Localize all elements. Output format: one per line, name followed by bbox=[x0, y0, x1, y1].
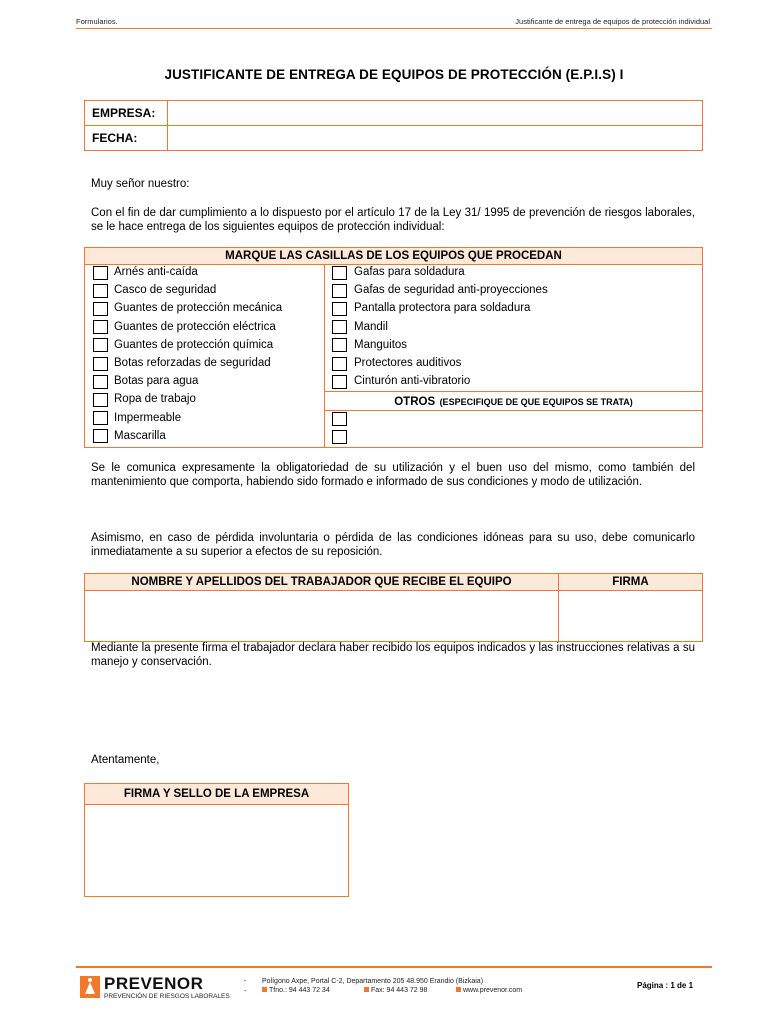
footer-fax-text: Fax: 94 443 72 98 bbox=[371, 987, 428, 994]
equipment-left-item-checkbox[interactable] bbox=[93, 266, 108, 280]
empresa-label: EMPRESA: bbox=[92, 106, 156, 120]
header-left: Formularios. bbox=[76, 17, 118, 26]
company-signature-field[interactable] bbox=[87, 807, 346, 894]
otros-checkbox-2[interactable] bbox=[332, 430, 347, 444]
footer-fax bbox=[364, 987, 427, 994]
worker-name-field[interactable] bbox=[87, 593, 555, 639]
equipment-left-item-checkbox[interactable] bbox=[93, 393, 108, 407]
equipment-left-item-label: Arnés anti-caída bbox=[114, 266, 198, 278]
prevenor-logo-name: PREVENOR bbox=[104, 974, 204, 993]
equipment-right-item-label: Gafas para soldadura bbox=[354, 266, 465, 278]
equipment-header: MARQUE LAS CASILLAS DE LOS EQUIPOS QUE PROCEDAN bbox=[85, 248, 702, 265]
equipment-right-item-checkbox[interactable] bbox=[332, 284, 347, 298]
otros-checkbox-1[interactable] bbox=[332, 412, 347, 426]
equipment-left-item-label: Ropa de trabajo bbox=[114, 393, 196, 406]
worker-name-header: NOMBRE Y APELLIDOS DEL TRABAJADOR QUE RECIBE EL EQUIPO bbox=[131, 576, 512, 588]
page-number: Página : 1 de 1 bbox=[637, 981, 694, 990]
equipment-right-item-label: Manguitos bbox=[354, 338, 408, 351]
prevenor-logo-sub: PREVENCIÓN DE RIESGOS LABORALES bbox=[104, 993, 230, 1000]
equipment-left-item-checkbox[interactable] bbox=[93, 284, 108, 298]
company-table bbox=[84, 100, 703, 151]
footer-web[interactable] bbox=[456, 987, 522, 994]
equipment-left-item-checkbox[interactable] bbox=[93, 320, 108, 334]
footer-web-text[interactable]: www.prevenor.com bbox=[463, 987, 523, 994]
equipment-right-item-label: Pantalla protectora para soldadura bbox=[354, 302, 531, 315]
equipment-right-item-checkbox[interactable] bbox=[332, 266, 347, 280]
otros-note: (ESPECIFIQUE DE QUE EQUIPOS SE TRATA) bbox=[439, 397, 633, 407]
header-right: Justificante de entrega de equipos de protección individual bbox=[515, 17, 710, 26]
otros-label: OTROS bbox=[394, 396, 436, 408]
equipment-right-item-checkbox[interactable] bbox=[332, 302, 347, 316]
equipment-left-item-label: Mascarilla bbox=[114, 429, 166, 442]
header-rule bbox=[76, 28, 712, 29]
equipment-left-item-label: Impermeable bbox=[114, 411, 182, 424]
loss-paragraph: Asimismo, en caso de pérdida involuntaria o pérdida de las condiciones idóneas para su uso, debe comunicarlo inmediatamente a su superior a efectos de su reposición. bbox=[91, 532, 695, 558]
equipment-left-item-label: Guantes de protección eléctrica bbox=[114, 320, 276, 333]
equipment-left-item-checkbox[interactable] bbox=[93, 357, 108, 371]
equipment-right-item-label: Cinturón anti-vibratorio bbox=[354, 375, 471, 388]
equipment-left-item-checkbox[interactable] bbox=[93, 338, 108, 352]
equipment-left-item-checkbox[interactable] bbox=[93, 375, 108, 389]
equipment-table bbox=[84, 247, 703, 448]
equipment-left-item-checkbox[interactable] bbox=[93, 302, 108, 316]
equipment-divider bbox=[324, 265, 325, 447]
worker-table bbox=[84, 573, 703, 642]
company-table-rowline bbox=[85, 125, 702, 126]
worker-table-divider bbox=[558, 574, 559, 641]
equipment-left-item-label: Guantes de protección mecánica bbox=[114, 302, 283, 315]
equipment-right-item-checkbox[interactable] bbox=[332, 375, 347, 389]
greeting: Muy señor nuestro: bbox=[91, 178, 190, 190]
worker-signature-field[interactable] bbox=[561, 593, 700, 639]
equipment-left-item-label: Casco de seguridad bbox=[114, 284, 217, 297]
equipment-right-item-label: Mandil bbox=[354, 320, 388, 333]
equipment-left-item-checkbox[interactable] bbox=[93, 411, 108, 425]
obligation-paragraph: Se le comunica expresamente la obligatoriedad de su utilización y el buen uso del mismo, como también del mantenimiento que comporta, habiendo sido formado e informado de sus condiciones y modo de utilización. bbox=[91, 462, 695, 488]
footer-address: Polígono Axpe, Portal C-2, Departamento 205 48.950 Erandio (Bizkaia) bbox=[262, 978, 484, 985]
page-title: JUSTIFICANTE DE ENTREGA DE EQUIPOS DE PROTECCIÓN (E.P.I.S) I bbox=[164, 67, 624, 82]
equipment-right-item-label: Protectores auditivos bbox=[354, 357, 462, 369]
equipment-right-item-label: Gafas de seguridad anti-proyecciones bbox=[354, 284, 548, 297]
footer-phone-text: Tfno.: 94 443 72 34 bbox=[269, 987, 330, 994]
prevenor-logo bbox=[80, 975, 230, 1003]
closing: Atentamente, bbox=[91, 754, 160, 766]
equipment-right-item-checkbox[interactable] bbox=[332, 357, 347, 371]
equipment-left-item-label: Botas reforzadas de seguridad bbox=[114, 357, 271, 369]
prevenor-logo-icon bbox=[80, 976, 100, 998]
worker-signature-header: FIRMA bbox=[612, 576, 649, 588]
otros-row bbox=[325, 391, 702, 411]
fecha-label: FECHA: bbox=[92, 131, 138, 145]
equipment-left-item-label: Botas para agua bbox=[114, 375, 199, 388]
intro-paragraph: Con el fin de dar cumplimiento a lo dispuesto por el artículo 17 de la Ley 31/ 1995 de prevención de riesgos laborales, se le hace entrega de los siguientes equipos de protección individual: bbox=[91, 207, 695, 233]
footer-phone bbox=[262, 987, 330, 994]
equipment-left-item-label: Guantes de protección química bbox=[114, 338, 274, 351]
equipment-right-item-checkbox[interactable] bbox=[332, 338, 347, 352]
company-signature-box bbox=[84, 783, 349, 897]
equipment-left-item-checkbox[interactable] bbox=[93, 429, 108, 443]
declaration: Mediante la presente firma el trabajador declara haber recibido los equipos indicados y las instrucciones relativas a su manejo y conservación. bbox=[91, 642, 695, 668]
equipment-right-item-checkbox[interactable] bbox=[332, 320, 347, 334]
footer-rule bbox=[76, 966, 712, 968]
company-signature-header: FIRMA Y SELLO DE LA EMPRESA bbox=[85, 784, 348, 805]
